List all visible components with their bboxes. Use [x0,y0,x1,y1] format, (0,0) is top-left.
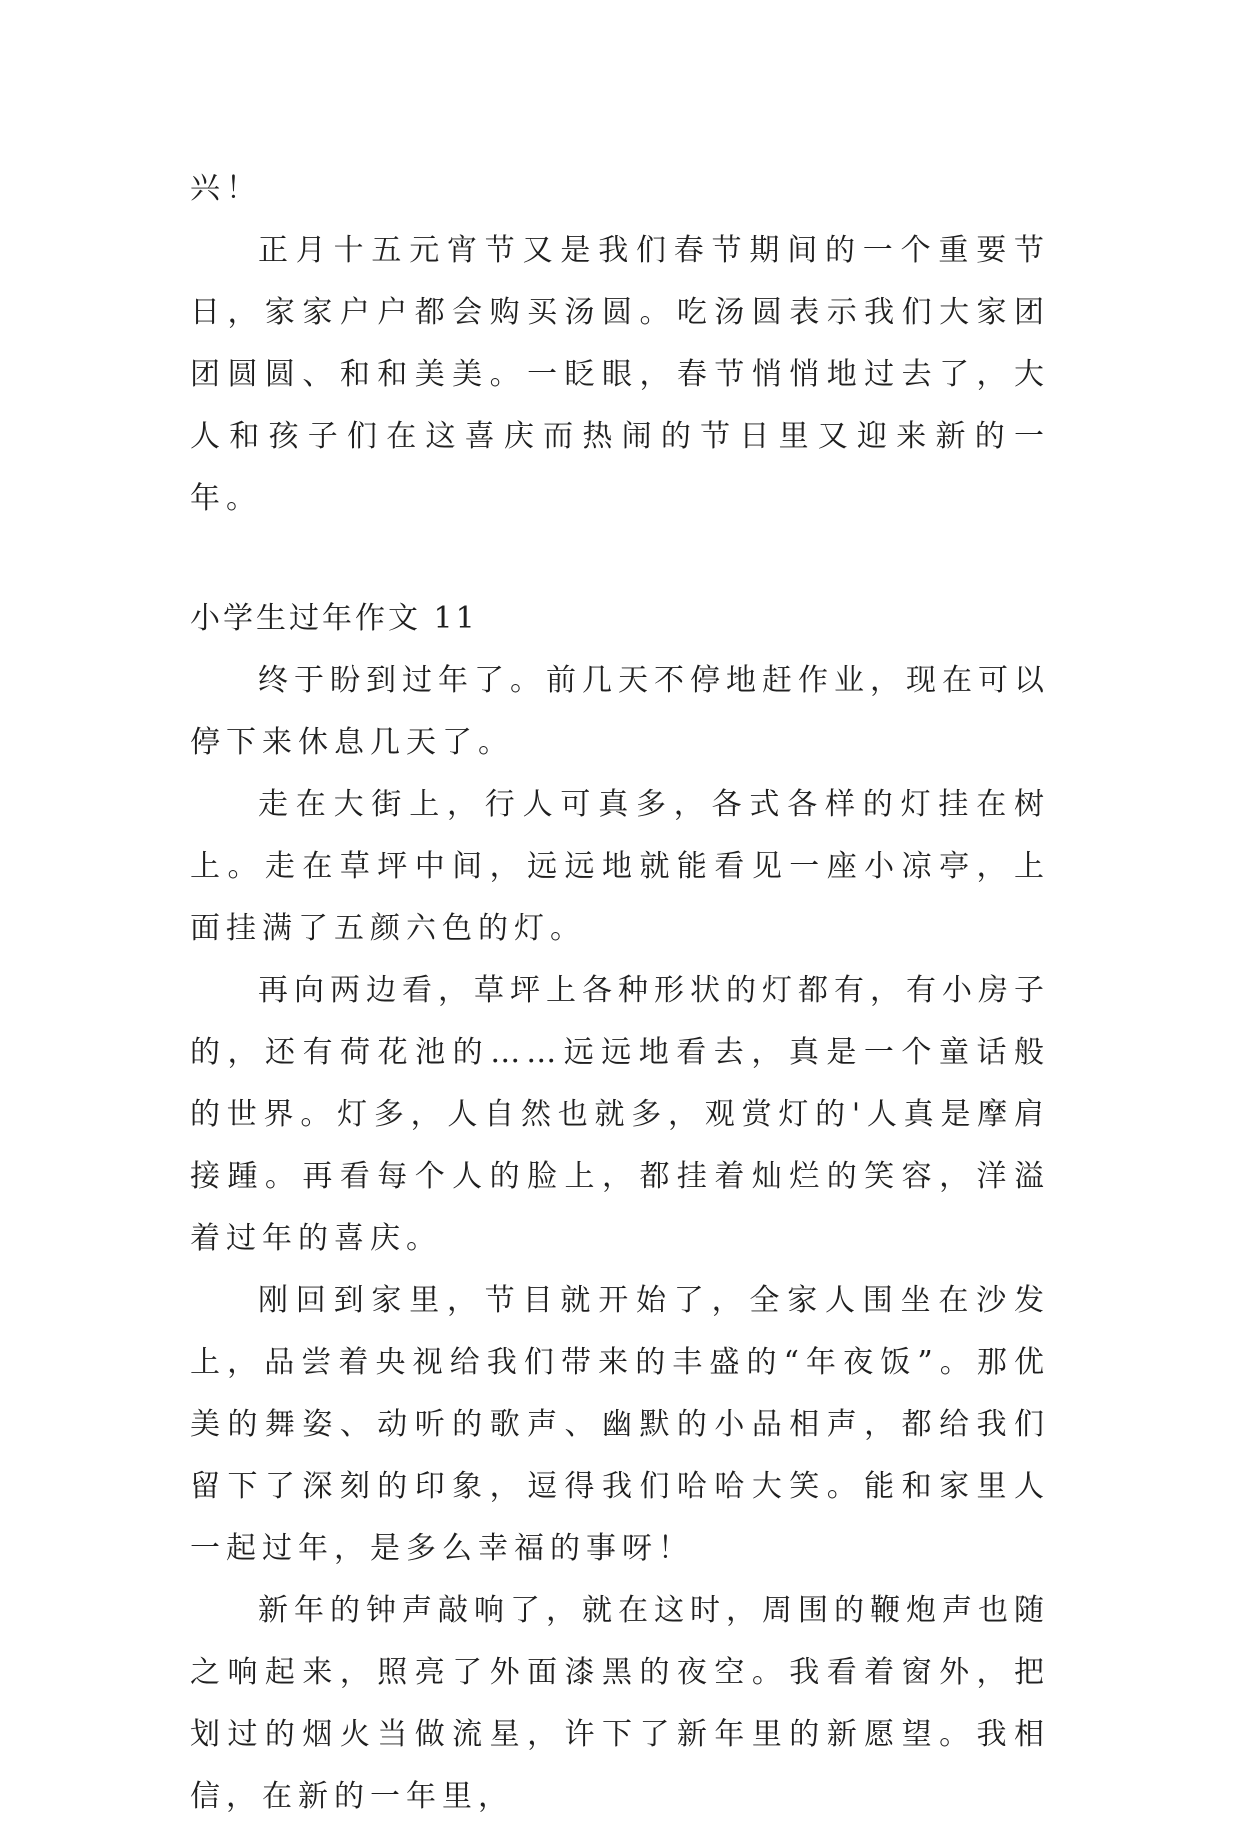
paragraph-4: 刚回到家里，节目就开始了，全家人围坐在沙发上，品尝着央视给我们带来的丰盛的“年夜饭”。那优美的舞姿、动听的歌声、幽默的小品相声，都给我们留下了深刻的印象，逗得我们哈哈大笑。能和家里人一起过年，是多么幸福的事呀！ [190,1283,1050,1566]
paragraph-lantern-festival: 正月十五元宵节又是我们春节期间的一个重要节日，家家户户都会购买汤圆。吃汤圆表示我们大家团团圆圆、和和美美。一眨眼，春节悄悄地过去了，大人和孩子们在这喜庆而热闹的节日里又迎来新的一年。 [190,233,1050,516]
document-body [190,158,1050,1828]
paragraph-1: 终于盼到过年了。前几天不停地赶作业，现在可以停下来休息几天了。 [190,663,1050,760]
paragraph-5: 新年的钟声敲响了，就在这时，周围的鞭炮声也随之响起来，照亮了外面漆黑的夜空。我看着窗外，把划过的烟火当做流星，许下了新年里的新愿望。我相信，在新的一年里， [190,1593,1050,1814]
paragraph-continuation: 兴！ [190,171,262,206]
section-title: 小学生过年作文 11 [190,601,478,636]
paragraph-3: 再向两边看，草坪上各种形状的灯都有，有小房子的，还有荷花池的……远远地看去，真是一个童话般的世界。灯多，人自然也就多，观赏灯的'人真是摩肩接踵。再看每个人的脸上，都挂着灿烂的笑容，洋溢着过年的喜庆。 [190,973,1050,1256]
paragraph-2: 走在大街上，行人可真多，各式各样的灯挂在树上。走在草坪中间，远远地就能看见一座小凉亭，上面挂满了五颜六色的灯。 [190,787,1050,946]
section-spacer [190,530,1050,588]
